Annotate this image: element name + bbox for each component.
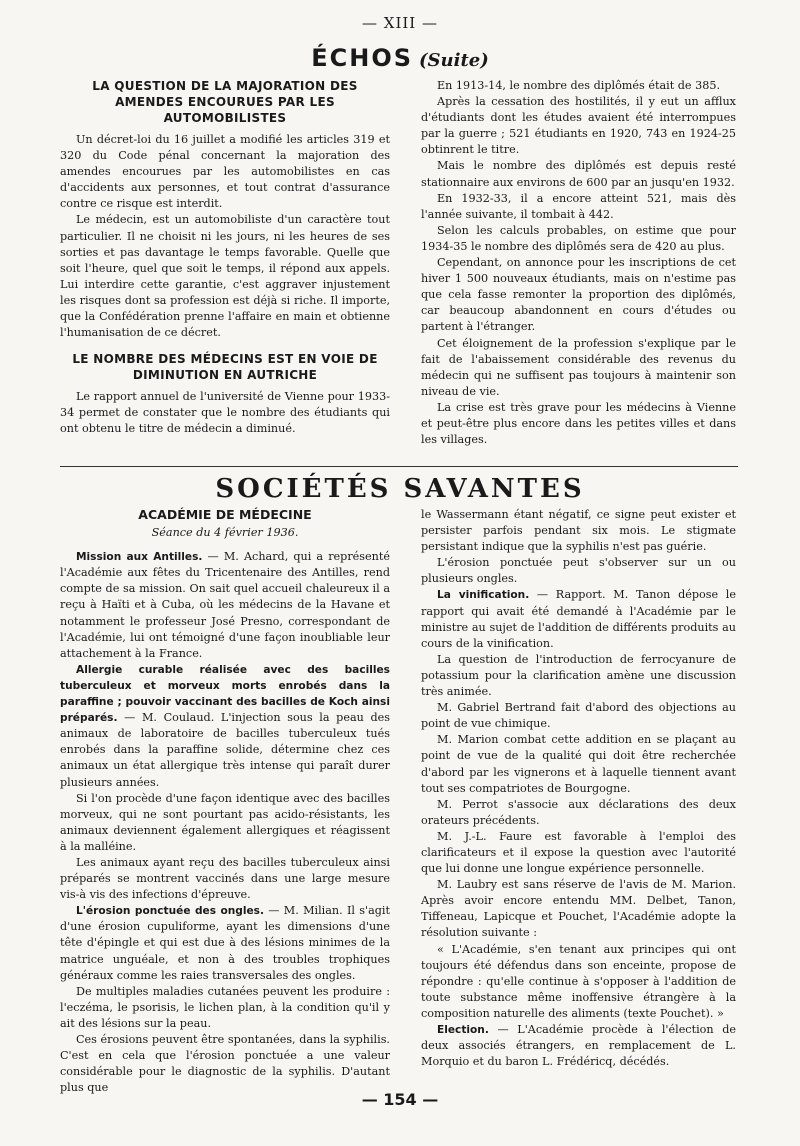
paragraph-text: le Wassermann étant négatif, ce signe peut exister et persister parfois pendant six mois. Le stigmate persistant indique que la syphilis n'est pas guérie. (421, 508, 736, 554)
echos-banner (0, 44, 800, 72)
article-paragraph: Cependant, on annonce pour les inscriptions de cet hiver 1 500 nouveaux étudiants, mais on n'estime pas que cela fasse remonter la proportion des diplômés, car beaucoup abandonnent en cours d'études ou partent à l'étranger. (421, 256, 736, 334)
academie-paragraph (421, 652, 736, 700)
academie-heading: ACADÉMIE DE MÉDECINE (138, 507, 312, 522)
academie-paragraph (60, 855, 390, 903)
article-paragraph: La crise est très grave pour les médecins à Vienne et peut-être plus encore dans les petites villes et dans les villages. (421, 400, 736, 447)
bottom-right-column (421, 507, 736, 1070)
academie-paragraph (421, 829, 736, 877)
article-title-autriche: LE NOMBRE DES MÉDECINS EST EN VOIE DE DIMINUTION EN AUTRICHE (72, 352, 378, 383)
academie-paragraph (421, 1022, 736, 1070)
article-paragraph: Le médecin, est un automobiliste d'un caractère tout particulier. Il ne choisit ni les jours, ni les heures de ses sorties et pas davantage le temps favorable. Quelle que soit l'heure, quel que soit le temps, il répond aux appels. Lui interdire cette garantie, c'est aggraver injustement les risques dont sa profession est déjà si riche. Il importe, que la Confédération prenne l'affaire en main et obtienne l'humanisation de ce décret. (60, 213, 390, 340)
left-items (60, 549, 390, 1096)
top-left-column (60, 78, 390, 438)
paragraph-text: Ces érosions peuvent être spontanées, dans la syphilis. C'est en cela que l'érosion ponctuée a une valeur considérable pour le diagnostic de la syphilis. D'autant plus que (60, 1033, 390, 1095)
top-right-column (421, 78, 736, 448)
academie-paragraph (60, 549, 390, 662)
academie-paragraph (421, 700, 736, 732)
academie-paragraph (421, 507, 736, 555)
paragraph-text: Si l'on procède d'une façon identique avec des bacilles morveux, qui ne sont pourtant pas acido-résistants, les animaux deviennent également allergiques et réagissent à la malléine. (60, 791, 390, 853)
paragraph-text: L'érosion ponctuée peut s'observer sur un ou plusieurs ongles. (421, 556, 736, 586)
paragraph-lead: Election. (437, 1024, 489, 1036)
paragraph-text: — M. Milian. Il s'agit d'une érosion cupuliforme, ayant les dimensions d'une tête d'épingle et qui est due à des lésions minimes de la matrice unguéale, et non à des troubles trophiques généraux comme les raies transversales des ongles. (60, 904, 390, 982)
academie-paragraph (60, 791, 390, 855)
paragraph-text: Les animaux ayant reçu des bacilles tuberculeux ainsi préparés se montrent vaccinés dans une large mesure vis-à vis des infections d'épreuve. (60, 855, 390, 902)
article-title-amendes: LA QUESTION DE LA MAJORATION DES AMENDES ENCOURUES PAR LES AUTOMOBILISTES (92, 79, 358, 125)
academie-paragraph (60, 903, 390, 983)
bottom-left-column (60, 507, 390, 1096)
paragraph-text: M. Laubry est sans réserve de l'avis de M. Marion. Après avoir encore entendu MM. Delbet, Tanon, Tiffeneau, Lapicque et Pouchet, l'Académie adopte la résolution suivante : (421, 878, 736, 940)
article-paragraph: Après la cessation des hostilités, il y eut un afflux d'étudiants dont les études avaient été interrompues par la guerre ; 521 étudiants en 1920, 743 en 1924-25 obtinrent le titre. (421, 95, 736, 157)
page-number: — 154 — (361, 1090, 439, 1109)
academie-paragraph (421, 877, 736, 941)
article-paragraph: Un décret-loi du 16 juillet a modifié les articles 319 et 320 du Code pénal concernant la majoration des amendes encourues par les automobilistes en cas d'accidents aux personnes, et tout contrat d'assurance contre ce risque est interdit. (60, 133, 390, 211)
academie-paragraph (60, 662, 390, 791)
article-paragraph: Le rapport annuel de l'université de Vienne pour 1933-34 permet de constater que le nombre des étudiants qui ont obtenu le titre de médecin a diminué. (60, 390, 390, 436)
paragraph-lead: La vinification. (437, 589, 530, 602)
academie-paragraph (421, 942, 736, 1022)
academie-paragraph (421, 732, 736, 796)
paragraph-text: M. Marion combat cette addition en se plaçant au point de vue de la qualité qui doit être recherchée d'abord par les vignerons et à laquelle tiennent avant tout ses compatriotes de Bourgogne. (421, 733, 736, 795)
paragraph-text: M. Perrot s'associe aux déclarations des deux orateurs précédents. (421, 797, 736, 827)
academie-paragraph (421, 797, 736, 829)
academie-paragraph (421, 555, 736, 587)
article-paragraph: En 1932-33, il a encore atteint 521, mais dès l'année suivante, il tombait à 442. (421, 191, 736, 221)
article-paragraph: En 1913-14, le nombre des diplômés était de 385. (437, 79, 721, 92)
seance-date: Séance du 4 février 1936. (151, 526, 299, 540)
banner-suite: (Suite) (419, 50, 489, 71)
article-paragraph: Selon les calculs probables, on estime que pour 1934-35 le nombre des diplômés sera de 420 au plus. (421, 223, 736, 253)
article-paragraph: Mais le nombre des diplômés est depuis resté stationnaire aux environs de 600 par an jusqu'en 1932. (421, 159, 736, 189)
section-title: SOCIÉTÉS SAVANTES (215, 474, 585, 504)
paragraph-text: M. Gabriel Bertrand fait d'abord des objections au point de vue chimique. (421, 701, 736, 731)
paragraph-text: — M. Achard, qui a représenté l'Académie aux fêtes du Tricentenaire des Antilles, rend compte de sa mission. On sait quel accueil chaleureux il a reçu à Haïti et à Cuba, où les médecins de la Havane et notamment le professeur José Presno, correspondant de l'Académie, lui ont témoigné d'une façon inoubliable leur attachement à la France. (60, 550, 390, 660)
academie-paragraph (60, 1032, 390, 1096)
academie-paragraph (60, 984, 390, 1032)
paragraph-lead: Mission aux Antilles. (76, 551, 203, 564)
paragraph-text: La question de l'introduction de ferrocyanure de potassium pour la clarification amène une discussion très animée. (421, 652, 736, 699)
paragraph-text: — M. Coulaud. L'injection sous la peau des animaux de laboratoire de bacilles tuberculeux tués enrobés dans la paraffine solide, détermine chez ces animaux un état allergique très intense qui paraît durer plusieurs années. (60, 711, 390, 789)
article-paragraph: Cet éloignement de la profession s'explique par le fait de l'abaissement considérable des revenus du médecin qui ne suffisent pas toujours à maintenir son niveau de vie. (421, 336, 736, 398)
paragraph-text: — L'Académie procède à l'élection de deux associés étrangers, en remplacement de L. Morquio et du baron L. Frédéricq, décédés. (421, 1023, 736, 1069)
banner-title: ÉCHOS (311, 44, 414, 72)
paragraph-lead: L'érosion ponctuée des ongles. (76, 905, 264, 918)
academie-paragraph (421, 587, 736, 651)
right-items (421, 507, 736, 1070)
section-divider (60, 466, 738, 467)
paragraph-lead: Allergie curable réalisée avec des bacilles tuberculeux et morveux morts enrobés dans la paraffine ; pouvoir vaccinant des bacilles de Koch ainsi préparés. (60, 663, 390, 725)
paragraph-text: — Rapport. M. Tanon dépose le rapport qui avait été demandé à l'Académie par le ministre au sujet de l'addition de différents produits au cours de la vinification. (421, 588, 736, 650)
paragraph-text: M. J.-L. Faure est favorable à l'emploi des clarificateurs et il expose la question avec l'autorité que lui donne une longue expérience personnelle. (421, 829, 736, 876)
roman-folio: — XIII — (362, 14, 438, 32)
paragraph-text: « L'Académie, s'en tenant aux principes qui ont toujours été défendus dans son enceinte, propose de répondre : qu'elle continue à s'opposer à l'addition de toute substance même inoffensive étrangère à la composition naturelle des aliments (texte Pouchet). » (421, 942, 736, 1020)
paragraph-text: De multiples maladies cutanées peuvent les produire : l'eczéma, le psorisis, le lichen plan, à la condition qu'il y ait des lésions sur la peau. (60, 984, 390, 1030)
